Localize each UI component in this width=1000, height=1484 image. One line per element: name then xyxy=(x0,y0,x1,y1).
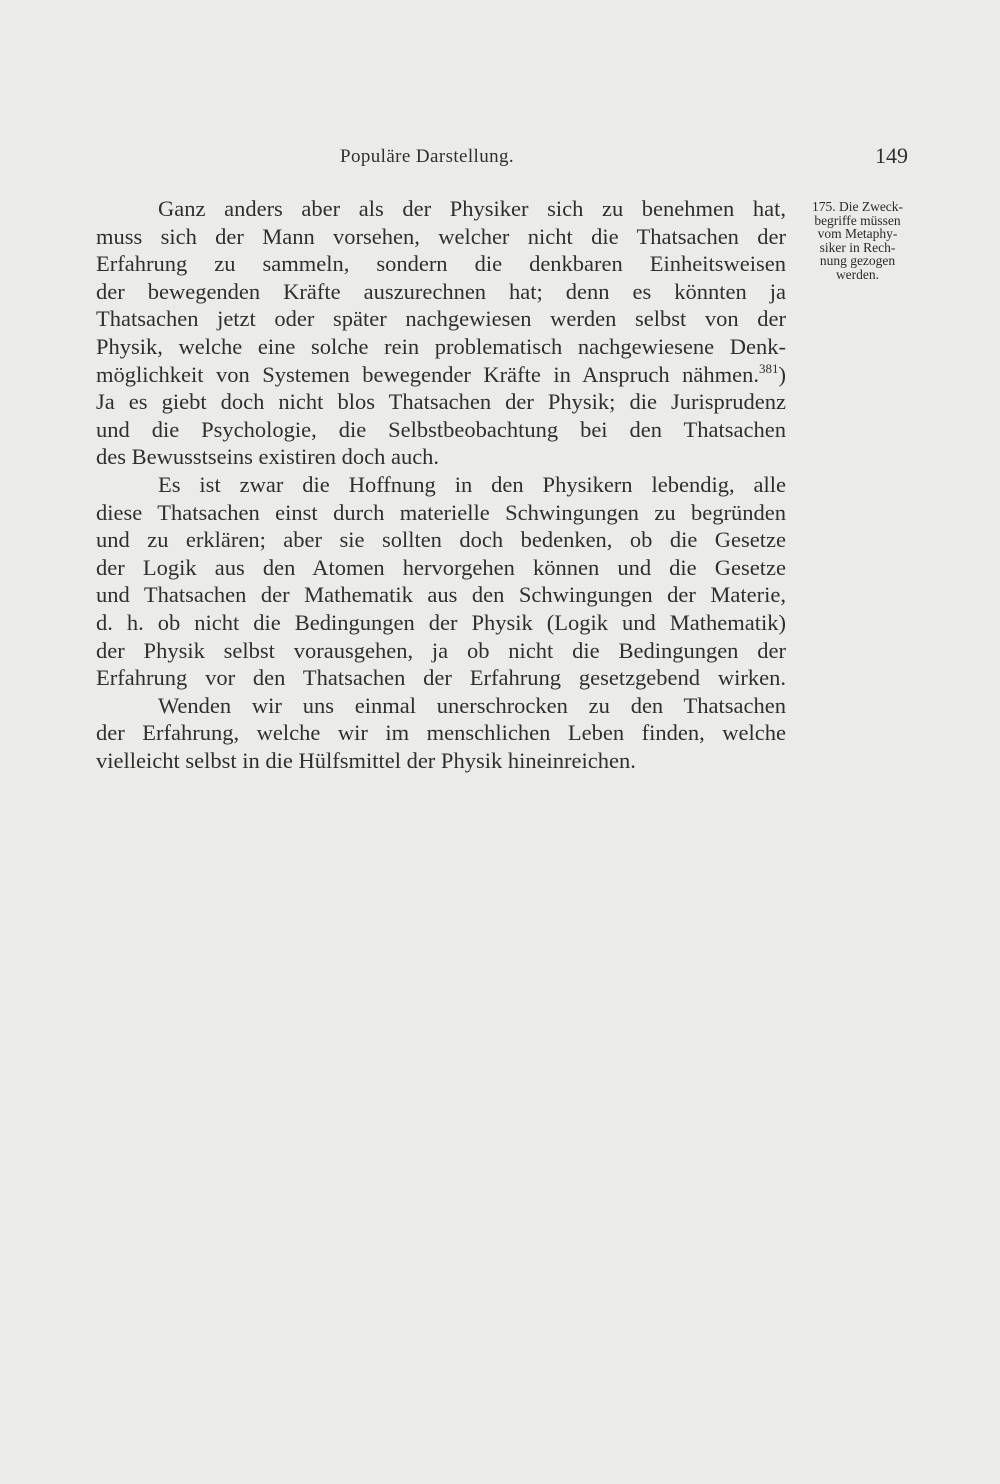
marginal-note-line: 175. Die Zweck- xyxy=(811,199,904,214)
text-line: Physik, welche eine solche rein problematisch nachgewiesene Denk- xyxy=(96,333,786,359)
text-line: der Physik selbst vorausgehen, ja ob nicht die Bedingungen der xyxy=(96,637,786,663)
text-line: der bewegenden Kräfte auszurechnen hat; denn es könnten ja xyxy=(96,278,786,304)
marginal-note xyxy=(790,200,925,281)
text-line: und Thatsachen der Mathematik aus den Schwingungen der Materie, xyxy=(96,582,786,608)
footnote-reference[interactable]: 381 xyxy=(759,360,779,376)
text-line: Ganz anders aber als der Physiker sich zu benehmen hat, xyxy=(158,196,786,221)
marginal-note-line: siker in Rech- xyxy=(819,239,896,255)
marginal-note-line: nung gezogen xyxy=(819,253,896,268)
marginal-note-line: werden. xyxy=(835,266,880,282)
text-line: möglichkeit von Systemen bewegender Kräfte in Anspruch nähmen. xyxy=(96,361,759,387)
running-head xyxy=(96,143,908,174)
marginal-note-line: begriffe müssen xyxy=(814,212,901,228)
text-line: der Erfahrung, welche wir im menschlichen Leben finden, welche xyxy=(96,720,786,746)
text-line: Erfahrung vor den Thatsachen der Erfahrung gesetzgebend wirken. xyxy=(96,665,786,691)
text-line: Es ist zwar die Hoffnung in den Physikern lebendig, alle xyxy=(158,471,786,497)
text-line: diese Thatsachen einst durch materielle Schwingungen zu begründen xyxy=(96,499,786,525)
running-title: Populäre Darstellung. xyxy=(340,146,515,167)
footnote-reference-close: ) xyxy=(778,361,786,387)
body-text xyxy=(96,195,786,774)
text-line: Erfahrung zu sammeln, sondern die denkbaren Einheitsweisen xyxy=(96,251,786,277)
paragraph-3 xyxy=(96,692,786,775)
text-line: der Logik aus den Atomen hervorgehen können und die Gesetze xyxy=(96,554,786,580)
text-line: des Bewusstseins existiren doch auch. xyxy=(96,444,440,470)
page-number: 149 xyxy=(875,143,908,168)
text-line: Thatsachen jetzt oder später nachgewiesen werden selbst von der xyxy=(96,306,786,332)
text-line: und die Psychologie, die Selbstbeobachtung bei den Thatsachen xyxy=(96,416,786,442)
text-line: vielleicht selbst in die Hülfsmittel der Physik hineinreichen. xyxy=(96,747,636,773)
text-line: muss sich der Mann vorsehen, welcher nicht die Thatsachen der xyxy=(96,223,786,249)
text-line-with-footnote xyxy=(96,361,786,389)
text-line: d. h. ob nicht die Bedingungen der Physik (Logik und Mathematik) xyxy=(96,609,786,635)
marginal-note-line: vom Metaphy- xyxy=(817,226,898,241)
text-line: und zu erklären; aber sie sollten doch bedenken, ob die Gesetze xyxy=(96,527,786,553)
paragraph-1 xyxy=(96,195,786,471)
text-line: Wenden wir uns einmal unerschrocken zu den Thatsachen xyxy=(158,692,786,718)
paragraph-2 xyxy=(96,471,786,692)
text-line: Ja es giebt doch nicht blos Thatsachen der Physik; die Jurisprudenz xyxy=(96,389,786,415)
